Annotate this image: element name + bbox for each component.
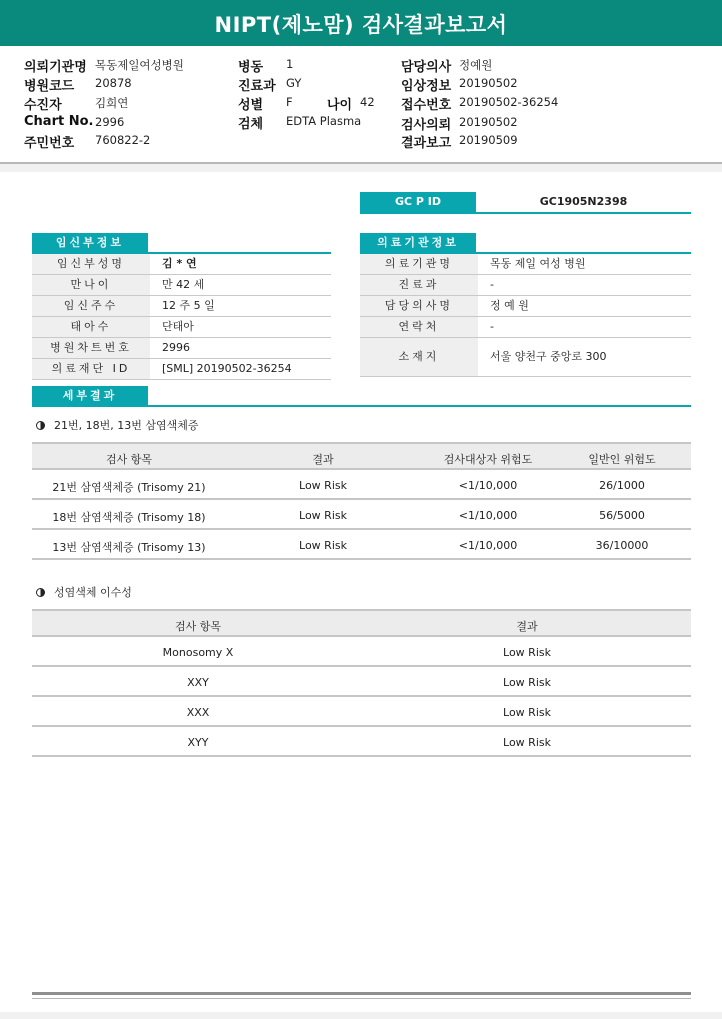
info-row (360, 317, 691, 338)
sexchrom-subtitle-text: 성염색체 이수성 (54, 586, 132, 599)
detail-title: 세부결과 (32, 386, 148, 405)
idnum-value: 760822-2 (95, 133, 151, 147)
table-cell: Low Risk (299, 509, 347, 522)
table-cell: Low Risk (503, 736, 551, 749)
info-row (360, 338, 691, 377)
table-header (32, 442, 691, 470)
table-cell: Low Risk (299, 539, 347, 552)
info-label: 연락처 (360, 317, 478, 337)
table-cell: 18번 삼염색체증 (Trisomy 18) (52, 511, 206, 524)
sex-label: 성별 (238, 98, 264, 113)
info-row (32, 317, 331, 338)
table-cell: Low Risk (503, 646, 551, 659)
sexchrom-subtitle (36, 584, 132, 600)
footer-divider-thin (32, 998, 691, 999)
info-row (360, 296, 691, 317)
table-cell: Low Risk (299, 479, 347, 492)
hospital-label: 의뢰기관명 (24, 60, 87, 75)
hospital-field (24, 56, 87, 75)
gcpid-box (360, 192, 691, 214)
info-row (32, 359, 331, 380)
trisomy-subtitle (36, 417, 198, 433)
hospcode-label: 병원코드 (24, 79, 75, 94)
idnum-label: 주민번호 (24, 136, 75, 151)
request-value: 20190502 (459, 115, 518, 129)
info-label: 병원차트번호 (32, 338, 150, 358)
report-body (0, 172, 722, 1012)
ward-label: 병동 (238, 60, 264, 75)
info-label: 태아수 (32, 317, 150, 337)
info-label: 임신부성명 (32, 254, 150, 274)
info-label: 진료과 (360, 275, 478, 295)
info-value: - (490, 320, 494, 333)
table-cell: Low Risk (503, 676, 551, 689)
column-header: 검사 항목 (174, 620, 221, 633)
info-row (32, 254, 331, 275)
trisomy-table (32, 442, 691, 564)
gcpid-label: GC P ID (360, 192, 476, 212)
receipt-label: 접수번호 (401, 98, 452, 113)
table-cell: 56/5000 (599, 509, 645, 522)
column-header: 결과 (516, 620, 538, 633)
footer-divider (32, 992, 691, 995)
info-value: 만 42 세 (162, 278, 205, 291)
sex-value: F (286, 95, 293, 109)
info-value: 12 주 5 일 (162, 299, 215, 312)
info-label: 만나이 (32, 275, 150, 295)
table-row (32, 470, 691, 500)
patient-info-header (32, 233, 331, 254)
doctor-label: 담당의사 (401, 60, 452, 75)
clinical-value: 20190502 (459, 76, 518, 90)
column-header: 검사 항목 (105, 453, 152, 466)
info-row (32, 338, 331, 359)
dept-value: GY (286, 76, 302, 90)
info-row (360, 275, 691, 296)
ward-value: 1 (286, 57, 294, 71)
sexchrom-table (32, 609, 691, 761)
report-value: 20190509 (459, 133, 518, 147)
info-value: [SML] 20190502-36254 (162, 362, 292, 375)
table-row (32, 637, 691, 667)
table-cell: XXY (187, 676, 209, 689)
gcpid-value: GC1905N2398 (539, 195, 628, 208)
info-value: 서울 양천구 중앙로 300 (490, 350, 607, 363)
info-row (32, 296, 331, 317)
column-header: 일반인 위험도 (588, 453, 656, 466)
doctor-value: 정예원 (459, 58, 493, 72)
half-circle-icon (36, 421, 45, 430)
hospcode-value: 20878 (95, 76, 132, 90)
table-cell: <1/10,000 (458, 479, 518, 492)
half-circle-icon (36, 588, 45, 597)
table-cell: 26/1000 (599, 479, 645, 492)
table-cell: <1/10,000 (458, 539, 518, 552)
specimen-label: 검체 (238, 117, 264, 132)
chart-value: 2996 (95, 115, 125, 129)
table-row (32, 500, 691, 530)
table-header (32, 609, 691, 637)
table-row (32, 667, 691, 697)
info-label: 임신주수 (32, 296, 150, 316)
info-row (32, 275, 331, 296)
info-value: 정 예 원 (490, 299, 529, 312)
dept-label: 진료과 (238, 79, 276, 94)
detail-header (32, 386, 691, 407)
hospital-value: 목동제일여성병원 (95, 58, 184, 72)
table-row (32, 697, 691, 727)
hospital-info-title: 의료기관정보 (360, 233, 476, 252)
info-row (360, 254, 691, 275)
info-value: 김 * 연 (162, 257, 197, 270)
patient-value: 김희연 (95, 96, 129, 110)
table-cell: Low Risk (503, 706, 551, 719)
table-cell: Monosomy X (162, 646, 234, 659)
info-value: 단태아 (162, 320, 194, 333)
column-header: 결과 (312, 453, 334, 466)
table-cell: 21번 삼염색체증 (Trisomy 21) (52, 481, 206, 494)
patient-info-title: 임신부정보 (32, 233, 148, 252)
table-cell: XYY (187, 736, 209, 749)
table-cell: 36/10000 (595, 539, 649, 552)
report-label: 결과보고 (401, 136, 452, 151)
info-value: 목동 제일 여성 병원 (490, 257, 586, 270)
specimen-value: EDTA Plasma (286, 114, 362, 128)
age-value: 42 (360, 95, 375, 109)
column-header: 검사대상자 위험도 (443, 453, 533, 466)
patient-label: 수진자 (24, 98, 62, 113)
chart-label: Chart No. (24, 114, 94, 129)
table-cell: XXX (186, 706, 210, 719)
info-label: 의료재단 ID (32, 359, 150, 379)
info-label: 의료기관명 (360, 254, 478, 274)
table-cell: 13번 삼염색체증 (Trisomy 13) (52, 541, 206, 554)
table-row (32, 727, 691, 757)
request-label: 검사의뢰 (401, 118, 452, 133)
receipt-value: 20190502-36254 (459, 95, 559, 109)
hospital-info-header (360, 233, 691, 254)
report-title: NIPT(제노맘) 검사결과보고서 (0, 0, 722, 46)
table-row (32, 530, 691, 560)
info-label: 담당의사명 (360, 296, 478, 316)
table-cell: <1/10,000 (458, 509, 518, 522)
age-label: 나이 (327, 98, 353, 113)
header-info (0, 46, 722, 164)
info-value: 2996 (162, 341, 190, 354)
trisomy-subtitle-text: 21번, 18번, 13번 삼염색체증 (54, 419, 199, 432)
info-label: 소재지 (360, 338, 478, 376)
info-value: - (490, 278, 494, 291)
clinical-label: 임상정보 (401, 79, 452, 94)
